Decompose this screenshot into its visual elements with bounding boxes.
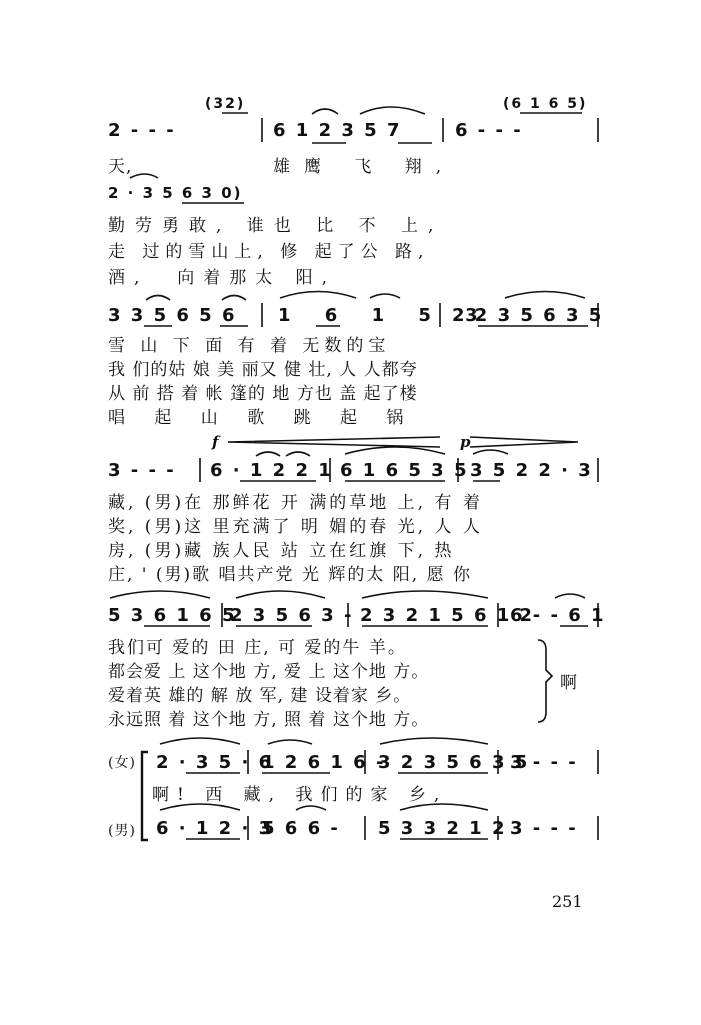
verse-1-3: 酒, 向着那太 阳, <box>108 268 337 288</box>
slur <box>110 591 210 598</box>
verse-3-4: 庄, ' (男)歌 唱共产党 光 辉的太 阳, 愿 你 <box>108 565 472 585</box>
slur <box>345 447 445 454</box>
measure-2-2: 1 6 1 5 3 <box>278 305 492 326</box>
male-measure-1: 6 · 1 2 · 3 <box>156 818 274 839</box>
measure-1-3: 6 - - - <box>455 120 523 141</box>
slur <box>370 294 400 298</box>
verse-3-1: 藏, (男)在 那鲜花 开 满的草地 上, 有 着 <box>108 493 483 513</box>
measure-4-2: 2 3 5 6 3 - <box>230 605 354 626</box>
verse-4-3: 爱着英 雄的 解 放 军, 建 设着家 乡。 <box>108 686 412 706</box>
annotation-right: (6 1 6 5) <box>503 96 588 112</box>
measure-2-3: 2 2 3 5 6 3 5 <box>452 305 604 326</box>
slur <box>555 594 585 598</box>
measure-1-1: 2 - - - <box>108 120 176 141</box>
slur <box>312 109 338 114</box>
slur <box>256 452 280 456</box>
measure-1-2: 6 1 2 3 5 7 <box>273 120 402 141</box>
diminuendo-hairpin <box>470 437 578 447</box>
page-number: 251 <box>552 892 583 911</box>
verse-4-4: 永远照 着 这个地 方, 照 着 这个地 方。 <box>108 710 430 730</box>
verse-3-3: 房, (男)藏 族人民 站 立在红旗 下, 热 <box>108 541 455 561</box>
measure-2-1: 3 3 5 6 5 6 <box>108 305 237 326</box>
male-measure-4: 3 - - - <box>510 818 578 839</box>
slur <box>505 292 585 299</box>
male-measure-2: 5 6 6 - <box>262 818 340 839</box>
measure-3-1: 3 - - - <box>108 460 176 481</box>
verse-4-1: 我们可 爱的 田 庄, 可 爱的牛 羊。 <box>108 638 407 658</box>
side-word: 啊 <box>560 673 578 693</box>
male-measure-3: 5 3 3 2 1 2 <box>378 818 507 839</box>
verse-2-4: 唱 起 山 歌 跳 起 锅 <box>108 408 416 428</box>
verse-1-1: 勤劳勇敢, 谁也 比 不 上, <box>108 216 444 236</box>
measure-3-3: 6 1 6 5 3 5 <box>340 460 469 481</box>
slur <box>280 292 356 299</box>
slur <box>296 806 326 810</box>
slur <box>400 804 488 810</box>
verse-4-2: 都会爱 上 这个地 方, 爱 上 这个地 方。 <box>108 662 430 682</box>
female-label: (女) <box>108 755 136 771</box>
verse-2-3: 从 前 搭 着 帐 篷的 地 方也 盖 起了楼 <box>108 384 418 404</box>
system-bracket <box>142 752 148 840</box>
verse-2-2: 我 们的姑 娘 美 丽又 健 壮, 人 人都夸 <box>108 360 418 380</box>
crescendo-hairpin <box>228 437 440 447</box>
lyric-1-b: 雄鹰 飞 翔, <box>273 157 456 177</box>
verse-3-2: 奖, (男)这 里充满了 明 媚的春 光, 人 人 <box>108 517 483 537</box>
alt-intro: 2 · 3 5 6 3 0) <box>108 184 243 202</box>
female-lyrics: 啊! 西 藏, 我们的家 乡, <box>152 785 448 805</box>
slur <box>236 591 325 598</box>
lyric-1-a: 天, <box>108 157 133 177</box>
slur <box>286 452 310 456</box>
slur <box>360 107 425 114</box>
brace <box>538 640 552 722</box>
measure-4-1: 5 3 6 1 6 5 <box>108 605 237 626</box>
verse-2-1: 雪 山 下 面 有 着 无数的宝 <box>108 336 391 356</box>
verse-1-2: 走 过的雪山上, 修 起了公 路, <box>108 242 430 262</box>
female-measure-1: 2 · 3 5 · 6 <box>156 752 274 773</box>
measure-4-4: 6 - - 6 1 <box>510 605 606 626</box>
slur <box>380 738 488 744</box>
slur <box>268 740 312 744</box>
measure-3-2: 6 · 1 2 2 1 <box>210 460 333 481</box>
slur <box>130 174 158 178</box>
measure-3-4: 3 5 2 2 · 3 <box>470 460 593 481</box>
dynamic-piano: p <box>460 433 471 451</box>
female-measure-4: 3 - - - <box>510 752 578 773</box>
slur <box>146 296 170 301</box>
measure-4-3: 2 3 2 1 5 6 1 2 <box>360 605 535 626</box>
slur <box>160 804 240 810</box>
annotation-left: (32) <box>205 96 246 112</box>
slur <box>160 738 240 744</box>
female-measure-3: 3 2 3 5 6 3 5 <box>378 752 530 773</box>
dynamic-forte: f <box>212 433 219 451</box>
slur <box>362 591 488 598</box>
slur <box>222 296 246 301</box>
male-label: (男) <box>108 823 136 839</box>
female-measure-2: 1 2 6 1 6 - <box>262 752 386 773</box>
slur <box>473 450 508 454</box>
